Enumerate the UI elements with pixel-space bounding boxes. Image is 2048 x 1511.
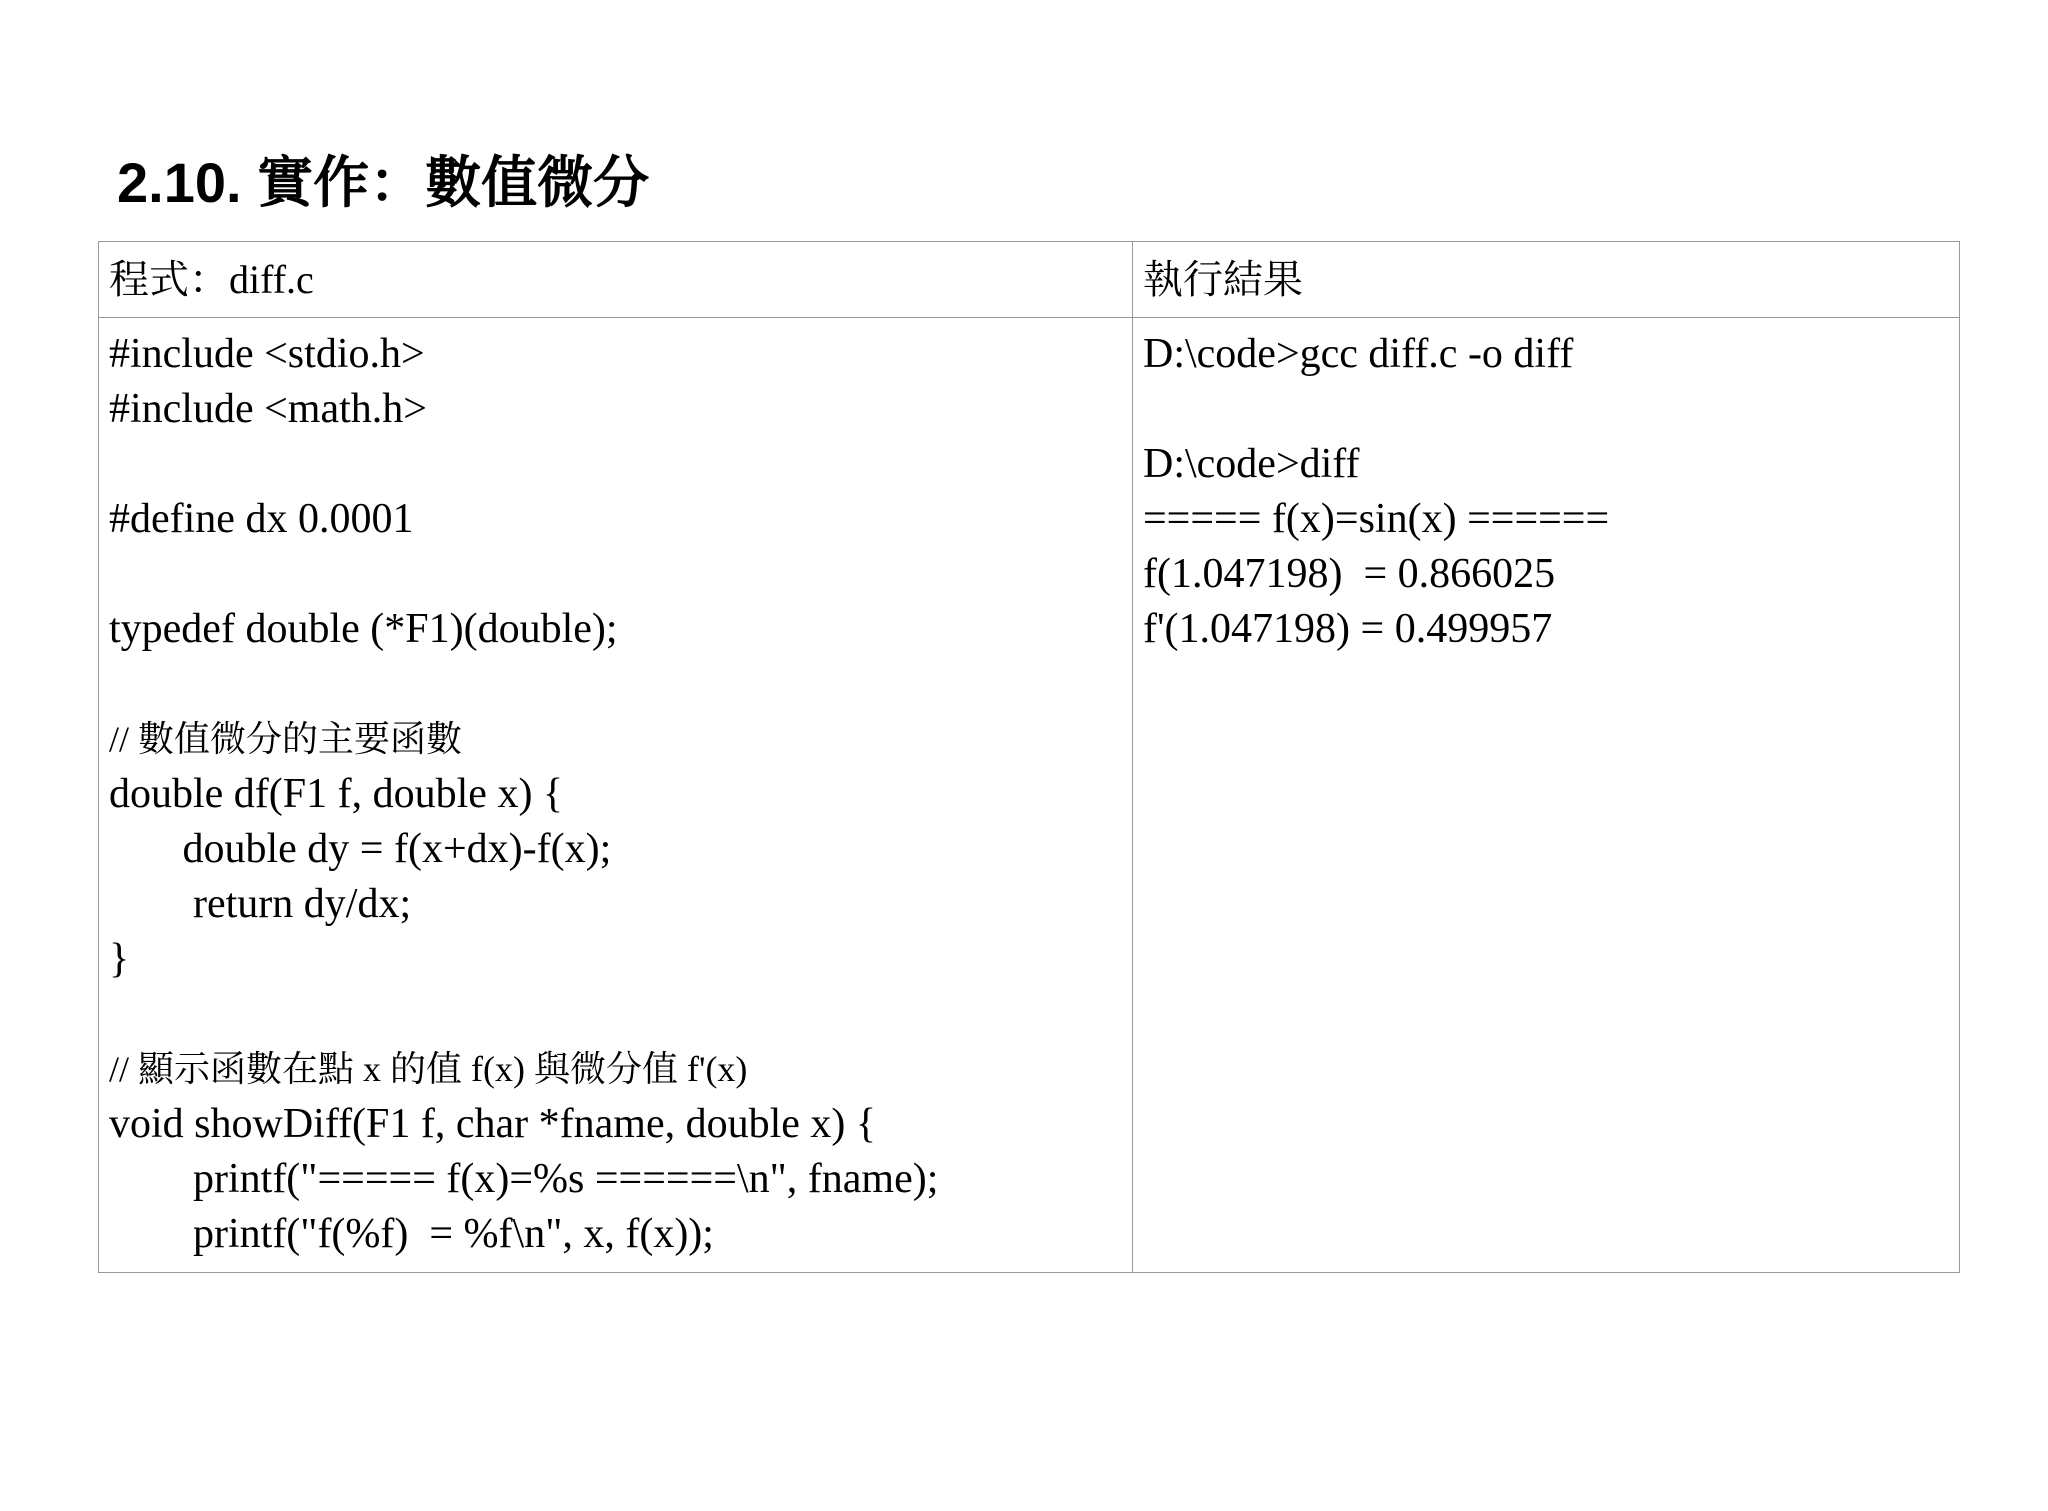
output-line: D:\code>gcc diff.c -o diff	[1143, 331, 1574, 377]
program-header: 程式：diff.c	[99, 242, 1133, 318]
result-header: 執行結果	[1133, 242, 1960, 318]
output-line	[1143, 382, 1959, 437]
table-body-row	[99, 318, 1960, 1273]
output-line: ===== f(x)=sin(x) ======	[1143, 496, 1610, 542]
table-header-row	[99, 242, 1960, 318]
code-line: double df(F1 f, double x) {	[109, 771, 564, 817]
code-line: #include <stdio.h>	[109, 331, 425, 377]
code-line	[109, 987, 1132, 1042]
code-line: printf("f(%f) = %f\n", x, f(x));	[109, 1211, 714, 1257]
code-table	[98, 241, 1960, 1273]
code-line	[109, 657, 1132, 712]
code-line	[109, 437, 1132, 492]
code-line: typedef double (*F1)(double);	[109, 606, 618, 652]
code-line: }	[109, 936, 130, 982]
code-line: printf("===== f(x)=%s ======\n", fname);	[109, 1156, 939, 1202]
code-line	[109, 547, 1132, 602]
output-cell	[1133, 318, 1960, 1273]
output-line: f(1.047198) = 0.866025	[1143, 551, 1556, 597]
code-cell	[99, 318, 1133, 1273]
code-line: #define dx 0.0001	[109, 496, 414, 542]
code-line: void showDiff(F1 f, char *fname, double x) {	[109, 1101, 877, 1147]
page-title: 2.10. 實作：數值微分	[117, 151, 650, 214]
code-line: return dy/dx;	[109, 881, 412, 927]
code-comment: // 數值微分的主要函數	[109, 719, 463, 759]
code-line: #include <math.h>	[109, 386, 427, 432]
output-line: f'(1.047198) = 0.499957	[1143, 606, 1553, 652]
output-line: D:\code>diff	[1143, 441, 1360, 487]
code-line: double dy = f(x+dx)-f(x);	[109, 826, 612, 872]
code-comment: // 顯示函數在點 x 的值 f(x) 與微分值 f'(x)	[109, 1049, 748, 1089]
